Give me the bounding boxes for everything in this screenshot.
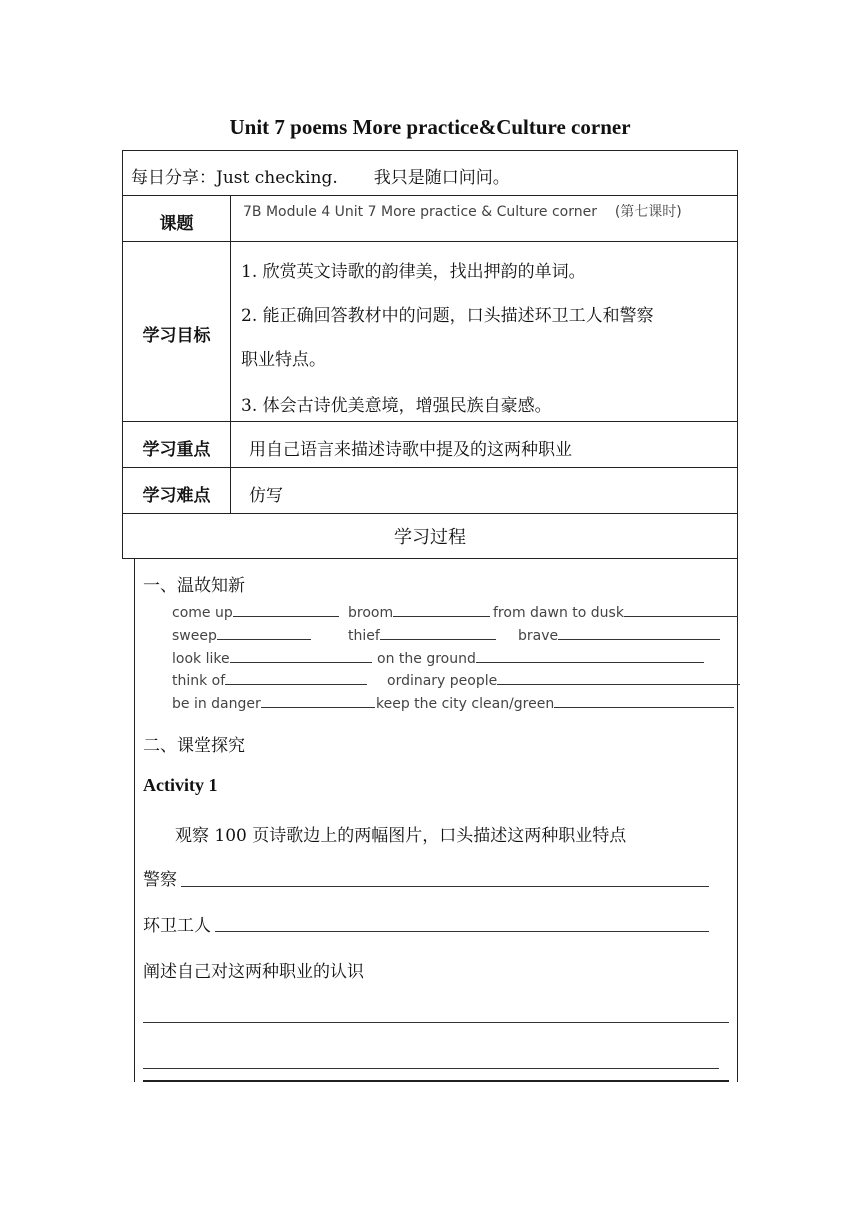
- learning-process-box: [134, 559, 738, 1082]
- goal-item: 职业特点。: [241, 350, 326, 370]
- row-divider: [123, 513, 737, 514]
- goal-item: 3. 体会古诗优美意境，增强民族自豪感。: [241, 396, 552, 416]
- goals-label: 学习目标: [142, 326, 211, 346]
- daily-share-label: 每日分享：Just checking.: [131, 168, 338, 188]
- lesson-info-table: [122, 150, 738, 559]
- row-divider: [123, 241, 737, 242]
- goal-item: 1. 欣赏英文诗歌的韵律美，找出押韵的单词。: [241, 262, 586, 282]
- vocab-item: ordinary people: [387, 673, 740, 689]
- topic-title: 7B Module 4 Unit 7 More practice & Culture corner: [243, 204, 597, 220]
- vocab-item: sweep: [172, 628, 311, 644]
- opinion-prompt: 阐述自己对这两种职业的认识: [143, 962, 364, 982]
- opinion-answer-line[interactable]: [143, 1068, 719, 1069]
- focus-value: 用自己语言来描述诗歌中提及的这两种职业: [249, 440, 572, 460]
- police-answer-line[interactable]: [181, 886, 709, 887]
- goal-item: 2. 能正确回答教材中的问题，口头描述环卫工人和警察: [241, 306, 654, 326]
- row-divider: [123, 467, 737, 468]
- opinion-answer-line[interactable]: [143, 1022, 729, 1023]
- difficulty-value: 仿写: [249, 486, 283, 506]
- focus-label: 学习重点: [142, 440, 211, 460]
- activity-heading: Activity 1: [143, 775, 218, 795]
- box-bottom-border: [143, 1080, 729, 1082]
- section-review: 一、温故知新: [143, 576, 245, 596]
- cleaner-answer-line[interactable]: [215, 931, 709, 932]
- topic-lesson: (第七课时): [614, 204, 682, 220]
- topic-value: [243, 201, 682, 221]
- page-title: Unit 7 poems More practice&Culture corner: [229, 115, 631, 139]
- daily-share: [131, 163, 510, 188]
- process-heading: 学习过程: [394, 527, 466, 548]
- vocab-item: brave: [518, 628, 720, 644]
- column-divider: [230, 195, 231, 513]
- police-prompt: 警察: [143, 870, 177, 890]
- difficulty-label: 学习难点: [142, 486, 211, 506]
- section-explore: 二、课堂探究: [143, 736, 245, 756]
- vocab-item: keep the city clean/green: [376, 696, 734, 712]
- vocab-item: look like: [172, 651, 372, 667]
- vocab-item: on the ground: [377, 651, 704, 667]
- row-divider: [123, 421, 737, 422]
- daily-share-translation: 我只是随口问问。: [373, 168, 510, 188]
- cleaner-prompt: 环卫工人: [143, 916, 211, 936]
- row-divider: [123, 195, 737, 196]
- vocab-item: be in danger: [172, 696, 375, 712]
- vocab-item: broom: [348, 605, 490, 621]
- vocab-item: come up: [172, 605, 339, 621]
- vocab-item: thief: [348, 628, 496, 644]
- vocab-item: from dawn to dusk: [493, 605, 738, 621]
- vocab-item: think of: [172, 673, 367, 689]
- topic-label: 课题: [159, 214, 194, 234]
- activity-instruction: 观察 100 页诗歌边上的两幅图片，口头描述这两种职业特点: [175, 826, 627, 846]
